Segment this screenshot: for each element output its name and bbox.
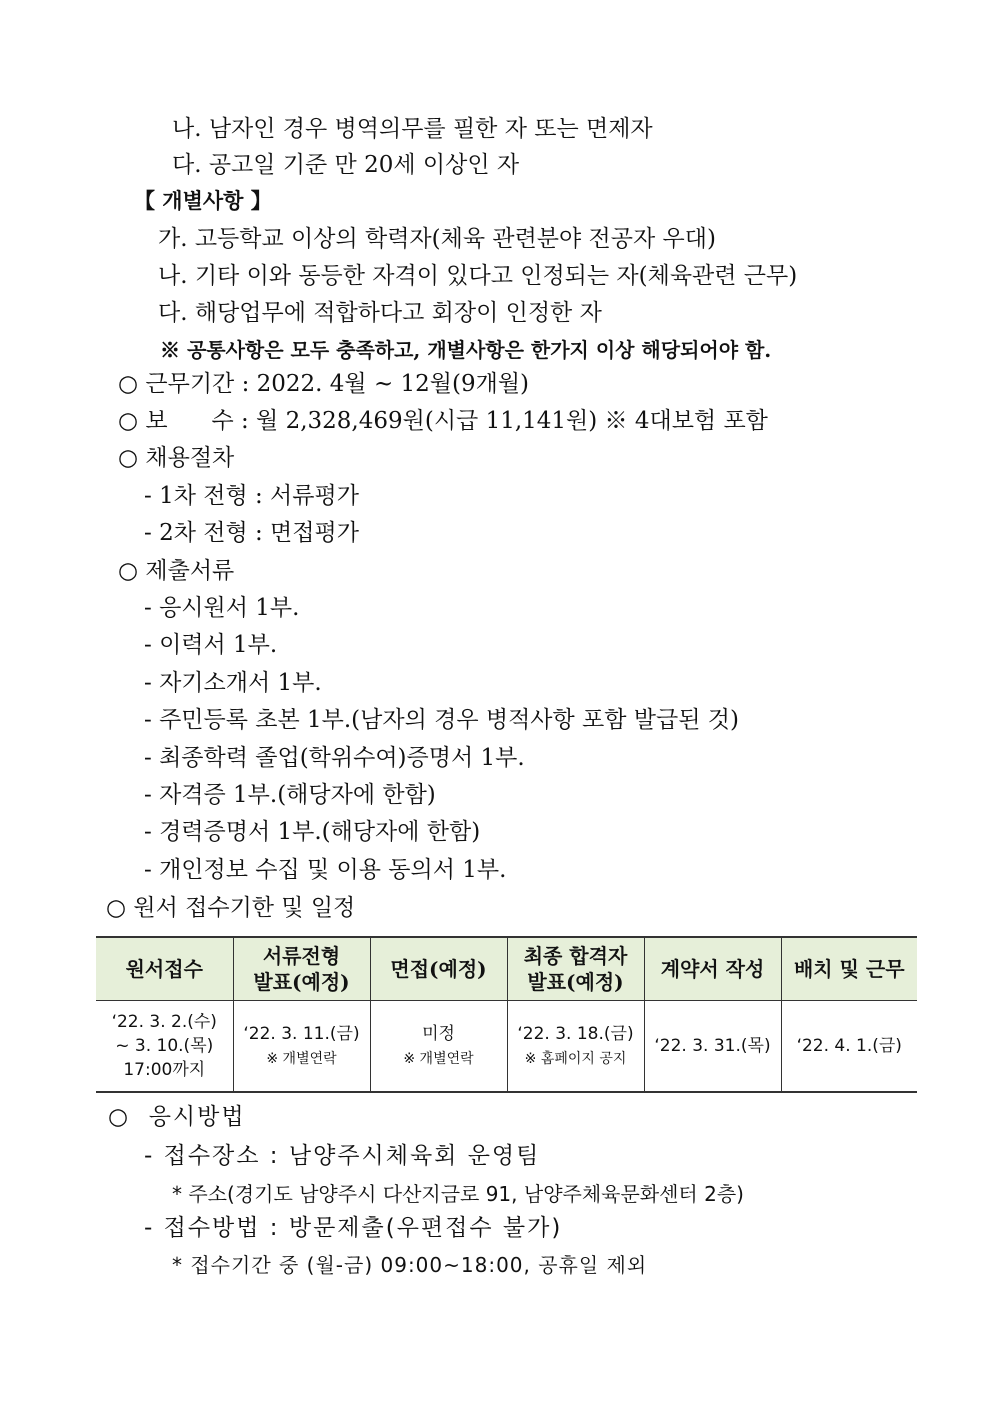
cell-placement: ‘22. 4. 1.(금) <box>781 1001 917 1093</box>
individual-item-da: 다. 해당업무에 적합하다고 회장이 인정한 자 <box>158 300 602 326</box>
individual-note: ※ 공통사항은 모두 충족하고, 개별사항은 한가지 이상 해당되어야 함. <box>160 338 772 362</box>
document-item: - 주민등록 초본 1부.(남자의 경우 병적사항 포함 발급된 것) <box>144 707 739 733</box>
header-placement: 배치 및 근무 <box>781 937 917 1001</box>
individual-item-ga: 가. 고등학교 이상의 학력자(체육 관련분야 전공자 우대) <box>158 226 716 252</box>
cell-document-result: ‘22. 3. 11.(금) ※ 개별연락 <box>233 1001 370 1093</box>
documents-heading: ○ 제출서류 <box>118 558 235 584</box>
header-interview: 면접(예정) <box>370 937 507 1001</box>
schedule-table <box>96 936 917 1093</box>
cell-contract: ‘22. 3. 31.(목) <box>644 1001 781 1093</box>
common-item-na: 나. 남자인 경우 병역의무를 필한 자 또는 면제자 <box>172 116 653 142</box>
schedule-data-row <box>96 1001 917 1093</box>
cell-final-result: ‘22. 3. 18.(금) ※ 홈페이지 공지 <box>507 1001 644 1093</box>
schedule-heading: ○ 원서 접수기한 및 일정 <box>106 895 356 921</box>
method-place: - 접수장소 : 남양주시체육회 운영팀 <box>144 1143 541 1169</box>
header-application: 원서접수 <box>96 937 233 1001</box>
cell-interview: 미정 ※ 개별연락 <box>370 1001 507 1093</box>
schedule-header-row <box>96 937 917 1001</box>
method-time: * 접수기간 중 (월-금) 09:00~18:00, 공휴일 제외 <box>172 1253 648 1277</box>
header-final-result: 최종 합격자 발표(예정) <box>507 937 644 1001</box>
document-item: - 이력서 1부. <box>144 632 278 658</box>
method-how: - 접수방법 : 방문제출(우편접수 불가) <box>144 1215 563 1241</box>
individual-item-na: 나. 기타 이와 동등한 자격이 있다고 인정되는 자(체육관련 근무) <box>158 263 798 289</box>
document-item: - 자격증 1부.(해당자에 한함) <box>144 782 436 808</box>
individual-heading: 【 개별사항 】 <box>134 189 272 213</box>
header-contract: 계약서 작성 <box>644 937 781 1001</box>
document-item: - 경력증명서 1부.(해당자에 한함) <box>144 819 481 845</box>
document-item: - 자기소개서 1부. <box>144 670 322 696</box>
salary: ○ 보 수 : 월 2,328,469원(시급 11,141원) ※ 4대보험 포함 <box>118 408 768 434</box>
cell-application: ‘22. 3. 2.(수) ~ 3. 10.(목) 17:00까지 <box>96 1001 233 1093</box>
document-item: - 개인정보 수집 및 이용 동의서 1부. <box>144 857 507 883</box>
common-item-da: 다. 공고일 기준 만 20세 이상인 자 <box>172 152 520 178</box>
procedure-step-2: - 2차 전형 : 면접평가 <box>144 520 359 546</box>
procedure-heading: ○ 채용절차 <box>118 445 235 471</box>
header-document-result: 서류전형 발표(예정) <box>233 937 370 1001</box>
method-heading: ○ 응시방법 <box>108 1104 246 1130</box>
method-address: * 주소(경기도 남양주시 다산지금로 91, 남양주체육문화센터 2층) <box>172 1182 744 1206</box>
work-period: ○ 근무기간 : 2022. 4월 ~ 12월(9개월) <box>118 371 530 397</box>
document-item: - 최종학력 졸업(학위수여)증명서 1부. <box>144 745 525 771</box>
document-item: - 응시원서 1부. <box>144 595 300 621</box>
procedure-step-1: - 1차 전형 : 서류평가 <box>144 483 359 509</box>
